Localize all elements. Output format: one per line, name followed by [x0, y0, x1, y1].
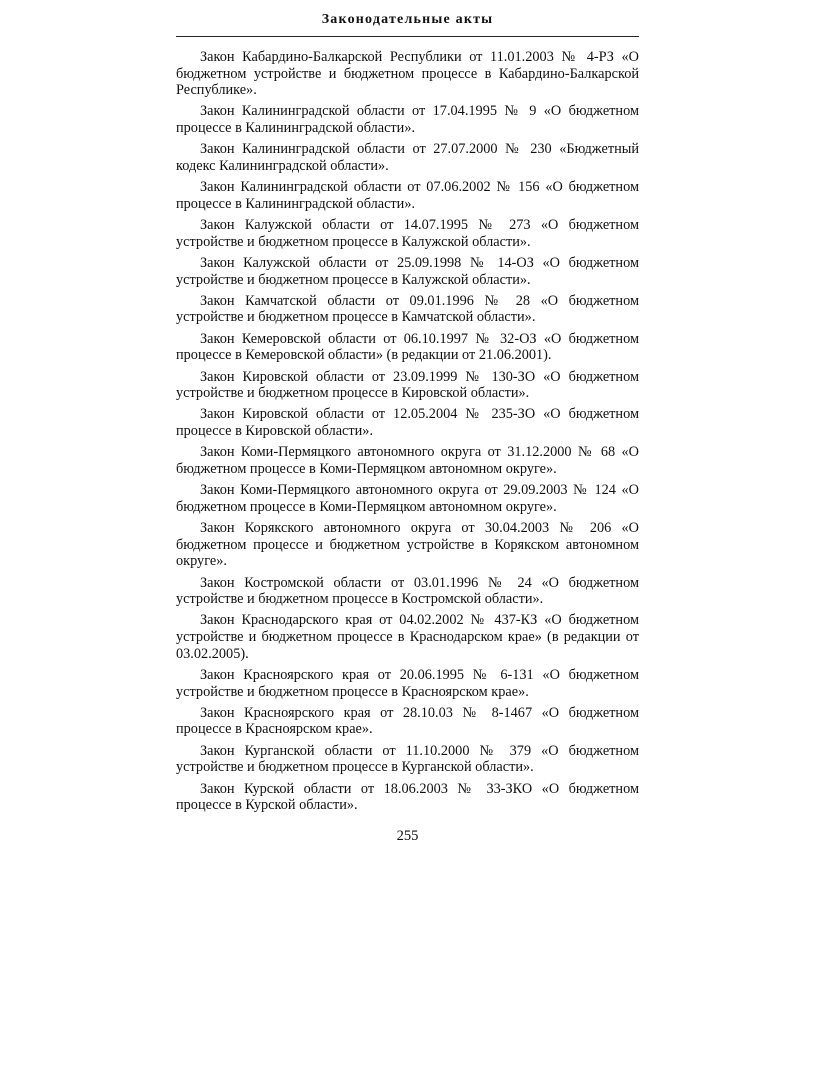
document-body — [176, 49, 639, 814]
law-entry: Закон Калужской области от 25.09.1998 № 14-ОЗ «О бюджетном устройстве и бюджетном процессе в Калужской области». — [176, 254, 639, 288]
law-entry: Закон Курской области от 18.06.2003 № 33-ЗКО «О бюджетном процессе в Курской области». — [176, 780, 639, 814]
law-entry: Закон Кировской области от 23.09.1999 № 130-ЗО «О бюджетном устройстве и бюджетном процессе в Кировской области». — [176, 368, 639, 402]
law-entry: Закон Красноярского края от 28.10.03 № 8-1467 «О бюджетном процессе в Красноярском крае». — [176, 704, 639, 738]
law-entry: Закон Коми-Пермяцкого автономного округа от 31.12.2000 № 68 «О бюджетном процессе в Коми-Пермяцком автономном округе». — [176, 444, 639, 477]
law-entry: Закон Кабардино-Балкарской Республики от 11.01.2003 № 4-РЗ «О бюджетном устройстве и бюджетном процессе в Кабардино-Балкарской Республике». — [176, 49, 639, 99]
law-entry: Закон Калининградской области от 17.04.1995 № 9 «О бюджетном процессе в Калининградской области». — [176, 103, 639, 137]
law-entry: Закон Краснодарского края от 04.02.2002 № 437-КЗ «О бюджетном устройстве и бюджетном процессе в Краснодарском крае» (в редакции от 03.02.2005). — [176, 612, 639, 662]
law-entry: Закон Костромской области от 03.01.1996 № 24 «О бюджетном устройстве и бюджетном процессе в Костромской области». — [176, 574, 639, 608]
document-page — [176, 10, 639, 845]
law-entry: Закон Курганской области от 11.10.2000 № 379 «О бюджетном устройстве и бюджетном процессе в Курганской области». — [176, 742, 639, 776]
law-entry: Закон Красноярского края от 20.06.1995 № 6-131 «О бюджетном устройстве и бюджетном процессе в Красноярском крае». — [176, 666, 639, 700]
law-entry: Закон Калужской области от 14.07.1995 № 273 «О бюджетном устройстве и бюджетном процессе в Калужской области». — [176, 217, 639, 250]
law-entry: Закон Кировской области от 12.05.2004 № 235-ЗО «О бюджетном процессе в Кировской области». — [176, 406, 639, 440]
law-entry: Закон Калининградской области от 27.07.2000 № 230 «Бюджетный кодекс Калининградской области». — [176, 141, 639, 174]
law-entry: Закон Корякского автономного округа от 30.04.2003 № 206 «О бюджетном процессе и бюджетном устройстве в Корякском автономном округе». — [176, 520, 639, 570]
law-entry: Закон Кемеровской области от 06.10.1997 № 32-ОЗ «О бюджетном процессе в Кемеровской области» (в редакции от 21.06.2001). — [176, 330, 639, 364]
law-entry: Закон Калининградской области от 07.06.2002 № 156 «О бюджетном процессе в Калининградской области». — [176, 179, 639, 212]
page-number: 255 — [396, 827, 419, 844]
law-entry: Закон Камчатской области от 09.01.1996 № 28 «О бюджетном устройстве и бюджетном процессе в Камчатской области». — [176, 292, 639, 326]
law-entry: Закон Коми-Пермяцкого автономного округа от 29.09.2003 № 124 «О бюджетном процессе в Коми-Пермяцком автономном округе». — [176, 482, 639, 515]
running-header: Законодательные акты — [176, 10, 639, 37]
